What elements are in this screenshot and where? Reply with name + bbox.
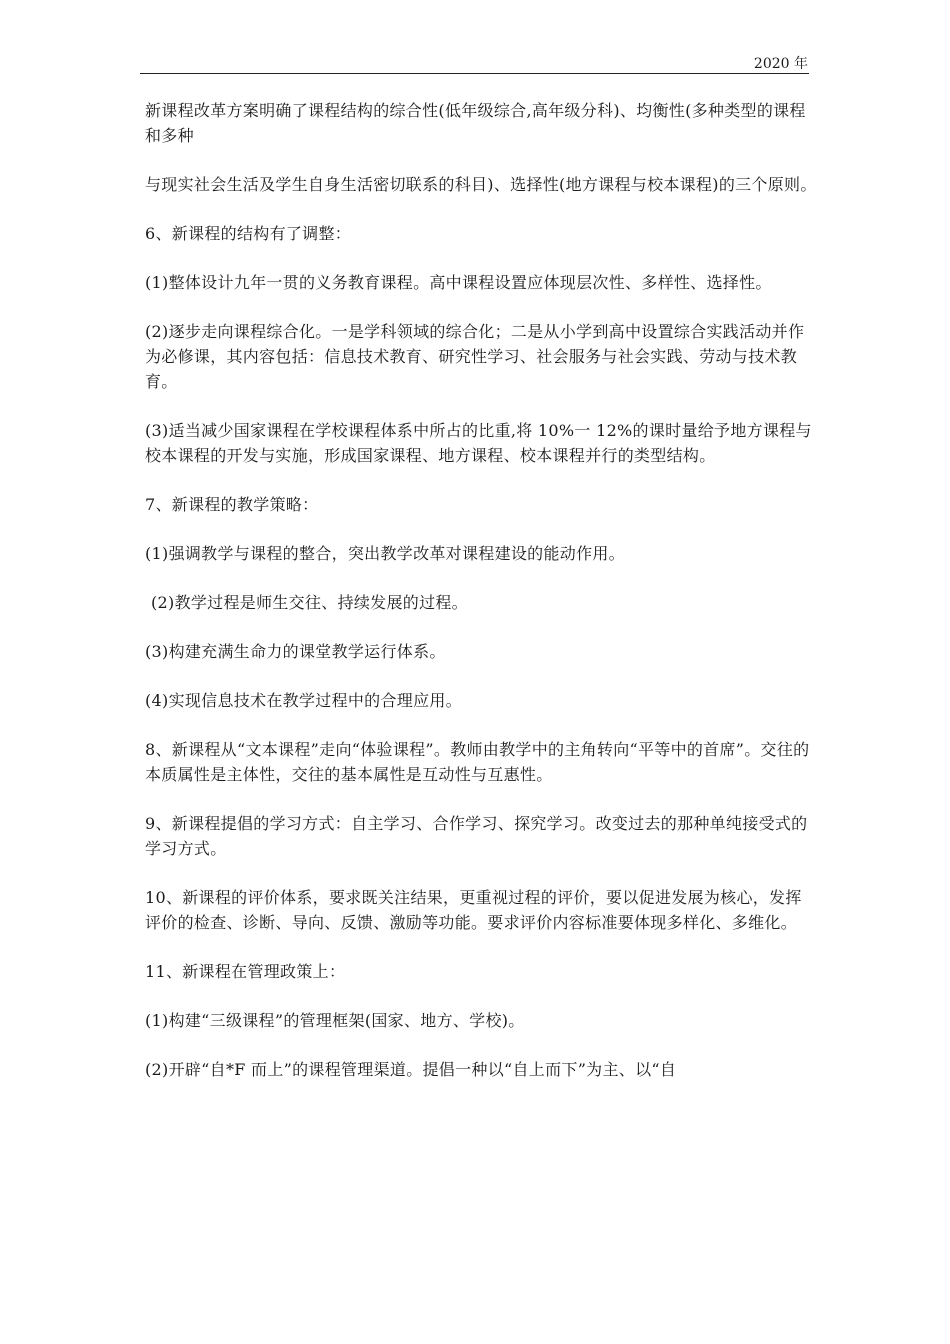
header-divider	[140, 73, 809, 74]
document-body	[145, 98, 817, 1082]
list-item-7-2: (2)教学过程是师生交往、持续发展的过程。	[151, 593, 468, 612]
paragraph-item-9: 9、新课程提倡的学习方式：自主学习、合作学习、探究学习。改变过去的那种单纯接受式的学习方式。	[145, 814, 808, 858]
list-item-11-2: (2)开辟“自*F 而上”的课程管理渠道。提倡一种以“自上而下”为主、以“自	[145, 1060, 677, 1079]
list-item-7-3: (3)构建充满生命力的课堂教学运行体系。	[145, 642, 446, 661]
list-item-6-2: (2)逐步走向课程综合化。一是学科领域的综合化；二是从小学到高中设置综合实践活动并作为必修课，其内容包括：信息技术教育、研究性学习、社会服务与社会实践、劳动与技术教育。	[145, 322, 805, 391]
header-year: 2020 年	[753, 56, 808, 72]
list-item-11-1: (1)构建“三级课程”的管理框架(国家、地方、学校)。	[145, 1011, 525, 1030]
list-item-7-4: (4)实现信息技术在教学过程中的合理应用。	[145, 691, 462, 710]
list-item-6-3: (3)适当减少国家课程在学校课程体系中所占的比重,将 10%一 12%的课时量给予地方课程与校本课程的开发与实施，形成国家课程、地方课程、校本课程并行的类型结构。	[145, 421, 812, 465]
paragraph-item-8: 8、新课程从“文本课程”走向“体验课程”。教师由教学中的主角转向“平等中的首席”。交往的本质属性是主体性，交往的基本属性是互动性与互惠性。	[145, 740, 810, 784]
paragraph-item-10: 10、新课程的评价体系，要求既关注结果，更重视过程的评价，要以促进发展为核心，发挥评价的检查、诊断、导向、反馈、激励等功能。要求评价内容标准要体现多样化、多维化。	[145, 888, 802, 932]
list-item-6-1: (1)整体设计九年一贯的义务教育课程。高中课程设置应体现层次性、多样性、选择性。	[145, 273, 772, 292]
heading-item-11: 11、新课程在管理政策上：	[145, 962, 346, 981]
list-item-7-1: (1)强调教学与课程的整合，突出教学改革对课程建设的能动作用。	[145, 544, 625, 563]
heading-item-6: 6、新课程的结构有了调整：	[145, 224, 352, 243]
paragraph-principles-cont: 与现实社会生活及学生自身生活密切联系的科目)、选择性(地方课程与校本课程)的三个原则。	[145, 175, 817, 194]
paragraph-principles-intro: 新课程改革方案明确了课程结构的综合性(低年级综合,高年级分科)、均衡性(多种类型的课程和多种	[145, 101, 806, 145]
heading-item-7: 7、新课程的教学策略：	[145, 495, 319, 514]
